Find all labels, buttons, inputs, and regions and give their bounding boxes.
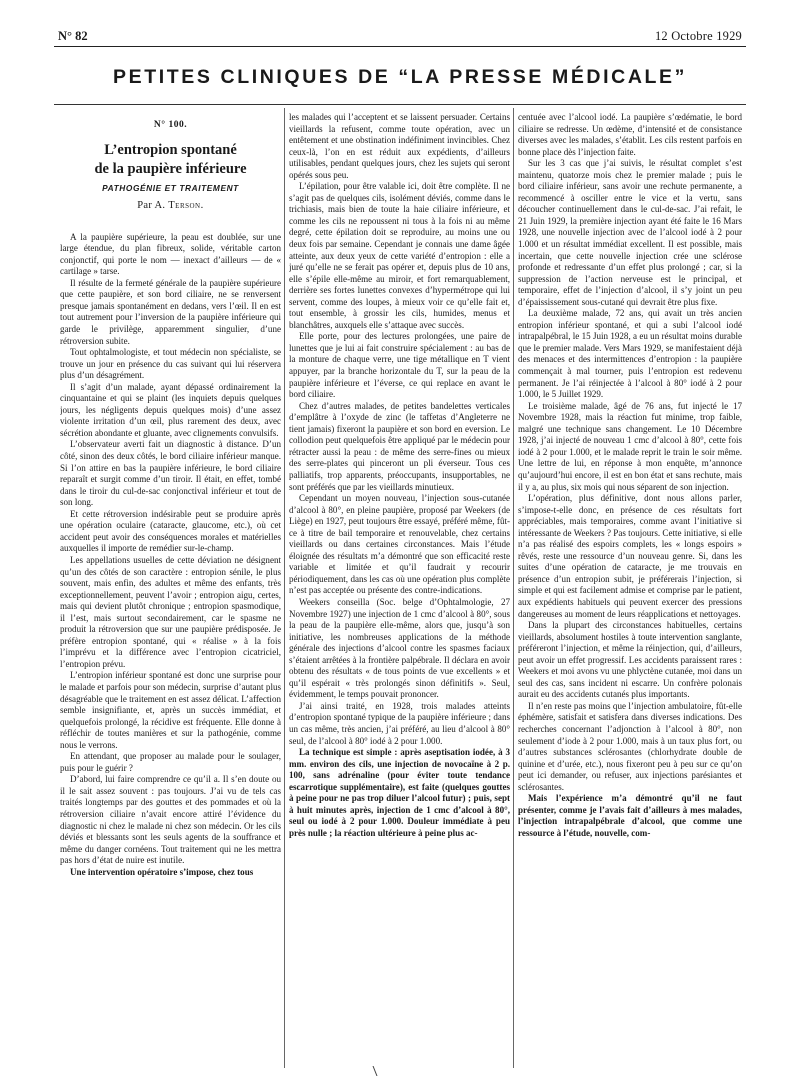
section-title: PETITES CLINIQUES DE “LA PRESSE MÉDICALE” bbox=[113, 66, 687, 88]
paragraph: La technique est simple : après aseptisation iodée, à 3 mm. environ des cils, une injection de novocaïne à 2 p. 100, sans adrénaline (pour éviter toute tendance escarrotique supplémentaire), est faite (quelques gouttes à peine pour ne pas trop diluer l’alcool futur) ; puis, sept à huit minutes après, injection de 1 cmc d’alcool à 80°, seul ou iodé à 2 pour 1.000. Douleur immédiate à peu près nulle ; la réaction ultérieure à peine plus ac- bbox=[289, 747, 510, 838]
paragraph: Cependant un moyen nouveau, l’injection sous-cutanée d’alcool à 80°, en pleine paupière, proposé par Weekers (de Liège) en 1927, peut toujours être essayé, préféré même, fût-ce à titre de bail temporaire et renouvelable, chez certains vieillards ou dans certaines circonstances. Mais l’étude éloignée des résultats m’a démontré que son efficacité reste variable et limitée et qu’il faudrait y recourir périodiquement, dans les cas où une opération plus complète n’est pas acceptée ou présente des contre-indications. bbox=[289, 493, 510, 596]
paragraph: Le troisième malade, âgé de 76 ans, fut injecté le 17 Novembre 1928, mais la réaction fut minime, trop faible, malgré une technique sans changement. Le 10 Décembre 1928, j’ai injecté de nouveau 1 cmc d’alcool à 80°, cette fois iodé à 2 pour 1.000, et le malade reprit le train le soir même. Une lettre de lui, en réponse à mon enquête, m’annonce qu’aujourd’hui encore, il est en bon état et sans rechute, mais il y a, au plus, six mois qui nous séparent de son injection. bbox=[518, 400, 742, 492]
paragraph: Les appellations usuelles de cette déviation ne désignent qu’un des côtés de son caractère : entropion sénile, le plus souvent, mais enfin, des adultes et même des enfants, très exceptionnellement, peuvent l’avoir ; entropion aigu, certes, mais qui devient plutôt chronique ; entropion spasmodique, il l’est, mais surtout secondairement, car le spasme ne produit la rétroversion que sur une paupière prédisposée. Je préfère entropion spontané, qui « réalise » à la fois l’imprévu et la différence avec l’entropion cicatriciel, l’entropion prévu. bbox=[60, 554, 281, 669]
article-title-line-1: L’entropion spontané bbox=[104, 141, 237, 158]
article-author bbox=[60, 200, 281, 212]
paragraph: Tout ophtalmologiste, et tout médecin non spécialiste, se trouve un jour en présence du cas suivant qui lui réservera plus d’un désagrément. bbox=[60, 347, 281, 381]
page-mark-icon bbox=[372, 1066, 378, 1076]
author-name: Terson. bbox=[168, 200, 204, 212]
paragraph: Dans la plupart des circonstances habituelles, certains vieillards, absolument hostiles à toute intervention sanglante, préféreront l’injection, et même la réinjection, qui, d’ailleurs, peut avoir un effet progressif. Les accidents paraissent rares : Weekers et moi avons vu une phlyctène cutanée, moi dans un seul des cas, sans incident ni escarre. Un confrère polonais aurait eu des accidents cutanés plus importants. bbox=[518, 620, 742, 700]
column-divider-1 bbox=[284, 108, 285, 1068]
paragraph: Il résulte de la fermeté générale de la paupière supérieure que cette paupière, et son bord ciliaire, ne se renversent presque jamais spontanément en dedans, vers l’œil. Il en est tout autrement pour l’inversion de la paupière inférieure qui garde le privilège, apparemment singulier, d’une rétroversion subite. bbox=[60, 277, 281, 346]
paragraph: Mais l’expérience m’a démontré qu’il ne faut présenter, comme je l’avais fait d’ailleurs à mes malades, l’injection intrapalpébrale d’alcool, que comme une ressource à l’étude, nouvelle, com- bbox=[518, 793, 742, 838]
paragraph: Elle porte, pour des lectures prolongées, une paire de lunettes que je lui ai fait construire spécialement : au bas de la monture de chaque verre, une tige métallique en T vient appuyer, par la branche horizontale du T, sur la peau de la paupière inférieure et l’éverse, ce qui replace en avant le bord ciliaire. bbox=[289, 331, 510, 400]
paragraph: L’épilation, pour être valable ici, doit être complète. Il ne s’agit pas de quelques cils, isolément déviés, comme dans le trichiasis, mais bien de toute la haie ciliaire inférieure, et comme les cils ne repoussent ni tous à la fois ni au même degré, cette épilation doit se reproduire, au moins une ou deux fois par semaine. Cependant je connais une dame âgée atteinte, aux deux yeux de cette variété d’entropion : elle a juré qu’elle ne se ferait pas opérer et, depuis plus de 10 ans, elle s’épile elle-même au miroir, et fort remarquablement, derrière ses fortes lunettes convexes d’hypermétrope qui lui servent, comme des loupes, à mieux voir ce qu’elle fait et, tout ensemble, à grossir les cils, humides, menus et blanchâtres, auxquels elle s’attaque avec succès. bbox=[289, 181, 510, 330]
paragraph: les malades qui l’acceptent et se laissent persuader. Certains vieillards la refusent, comme toute opération, avec un entêtement et une obstination indéfiniment invincibles. Chez ceux-là, l’on en est réduit aux expédients, d’ailleurs utilisables, pendant quelques jours, chez les sujets qui seront opérés sous peu. bbox=[289, 112, 510, 180]
text-column-2 bbox=[289, 112, 510, 1067]
header-rule bbox=[54, 46, 746, 47]
running-head bbox=[58, 26, 742, 44]
paragraph: Il s’agit d’un malade, ayant dépassé ordinairement la cinquantaine et qui se plaint (les inquiets depuis quelques jours, les négligents depuis quelques mois) d’une assez violente irritation d’un œil, plus rarement des deux, avec sécrétion abondante et gluante, avec clignements convulsifs. bbox=[60, 381, 281, 438]
paragraph: La deuxième malade, 72 ans, qui avait un très ancien entropion inférieur spontané, et qui a subi l’alcool iodé intrapalpébral, le 15 Juin 1928, a eu un résultat moins durable que le premier malade. Vers Mars 1929, se manifestaient déjà des menaces et des intermittences d’entropion : la paupière commençait à mal tourner, puis l’entropion est redevenu permanent. Je l’ai réinjectée à l’alcool à 80° iodé à 2 pour 1.000, le 5 Juillet 1929. bbox=[518, 308, 742, 400]
paragraph: centuée avec l’alcool iodé. La paupière s’œdématie, le bord ciliaire se redresse. Un œdème, d’intensité et de consistance diverses avec les malades, s’établit. Les cils restent parfois en bonne place dès l’injection faite. bbox=[518, 112, 742, 157]
issue-number: N° 82 bbox=[58, 29, 88, 43]
paragraph: L’observateur averti fait un diagnostic à distance. D’un côté, sinon des deux côtés, le bord ciliaire inférieur manque. Si l’on attire en bas la paupière inférieure, le bord ciliaire reparaît et surgit comme d’un tiroir. Il était, en effet, tombé dans le tiroir du cul-de-sac conjonctival inférieur et tout de son long. bbox=[60, 439, 281, 508]
paragraph: Une intervention opératoire s’impose, chez tous bbox=[70, 866, 254, 877]
author-prefix: Par A. bbox=[137, 200, 166, 212]
paragraph: Sur les 3 cas que j’ai suivis, le résultat complet s’est maintenu, quatorze mois chez le premier malade ; puis le bord ciliaire inférieur, sans avoir une rechute permanente, a recommencé à osciller entre le vice et la vertu, sans découcher continuellement dans le cul-de-sac. J’ai refait, le 21 Juin 1929, la première injection ayant été faite le 16 Mars 1928, une nouvelle injection avec de l’alcool iodé à 2 pour 1.000 et un résultat immédiat excellent. Il est possible, mais incertain, que cette nouvelle injection crée une sclérose profonde et redressante d’un effet plus prolongé ; car, si la suppression de l’action nerveuse est le principal, et temporaire, effet de l’injection d’alcool, il s’y joint un peu d’épaississement sous-cutané qui devrait être plus fixe. bbox=[518, 158, 742, 307]
paragraph: En attendant, que proposer au malade pour le soulager, puis pour le guérir ? bbox=[60, 751, 281, 773]
title-rule bbox=[54, 104, 746, 105]
article-number: N° 100. bbox=[153, 120, 188, 130]
paragraph: L’opération, plus définitive, dont nous allons parler, s’impose-t-elle donc, en présence de ces résultats fort appréciables, mais temporaires, comme avant l’initiative si intéressante de Weekers ? Pas toujours. Cette initiative, si elle n’a pas réalisé des espoirs complets, les « longs espoirs » rêvés, reste une ressource d’un nouveau genre. Si, dans les suites d’une opération de cataracte, je me trouvais en présence d’un entropion subit, je préférerais l’injection, si simple et qui est facilement admise et comprise par le patient, aux expédients habituels qui peuvent exercer des pressions dangereuses au moment de leurs réapplications et nettoyages. bbox=[518, 493, 742, 619]
text-column-1 bbox=[60, 112, 281, 1067]
issue-date: 12 Octobre 1929 bbox=[654, 29, 742, 43]
paragraph: L’entropion inférieur spontané est donc une surprise pour le malade et parfois pour son médecin, surprise d’autant plus désagréable que le traitement en est assez délicat. L’affection semble insignifiante, et, après un succès immédiat, et quelquefois prolongé, la récidive est fréquente. Elle donne à réfléchir de toutes manières et sur la pathogénie, comme nous le verrons. bbox=[60, 670, 281, 750]
paragraph: Et cette rétroversion indésirable peut se produire après une opération oculaire (cataracte, glaucome, etc.), où cet accident peut avoir des conséquences morales et matérielles auxquelles il importe de remédier sur-le-champ. bbox=[60, 508, 281, 554]
text-column-3 bbox=[518, 112, 742, 1067]
article-subtitle: PATHOGÉNIE ET TRAITEMENT bbox=[102, 182, 239, 193]
paragraph: D’abord, lui faire comprendre ce qu’il a. Il s’en doute ou il le sait assez souvent : pas toujours. J’ai vu de tels cas traités longtemps par des gouttes et des pommades et où la rétroversion ciliaire n’avait encore attiré l’évidence du diagnostic ni chez le malade ni chez son médecin. Or les cils déviés et blessants sont les seuls agents de la souffrance et même du danger cornéens. Tout traitement qui ne les mettra pas hors d’état de nuire est inutile. bbox=[60, 774, 281, 866]
article-title-line-2: de la paupière inférieure bbox=[94, 160, 247, 177]
paragraph: Weekers conseilla (Soc. belge d’Ophtalmologie, 27 Novembre 1927) une injection de 1 cmc d’alcool à 80°, sous la peau de la paupière elle-même, alors que, jusqu’à son initiative, les nombreuses applications de la méthode générale des injections d’alcool contre les spasmes faciaux s’étaient arrêtées à la frontière palpébrale. Il déclara en avoir obtenu des résultats « de tous points de vue excellents » et qu’il espérait « très prolongés sinon définitifs ». Seul, évidemment, le temps pouvait prononcer. bbox=[289, 596, 510, 700]
paragraph: A la paupière supérieure, la peau est doublée, sur une large étendue, du plan fibreux, solide, véritable carton conjonctif, qui porte le nom — inexact d’ailleurs — de « cartilage » tarse. bbox=[60, 231, 281, 277]
paragraph: Chez d’autres malades, de petites bandelettes verticales d’emplâtre à l’oxyde de zinc (le taffetas d’Angleterre ne tient jamais) fixeront la paupière et son bord en eversion. Le collodion peut quelquefois être appliqué par le médecin pour rétracter aussi la peau : de même des serre-fines ou mieux des serre-plates qui pinceront un pli éverseur. Tous ces palliatifs, trop apparents, préoccupants, insupportables, ne sont préférés que par les vieillards minutieux. bbox=[289, 400, 510, 492]
paragraph: J’ai ainsi traité, en 1928, trois malades atteints d’entropion spontané typique de la paupière inférieure ; dans un cas même, très ancien, j’ai préféré, au lieu d’alcool à 80° seul, de l’alcool à 80° iodé à 2 pour 1.000. bbox=[289, 700, 510, 746]
paragraph: Il n’en reste pas moins que l’injection ambulatoire, fût-elle éphémère, satisfait et satisfera dans diverses indications. Des recherches concernant l’adjonction à l’alcool à 80°, non seulement d’iode à 2 pour 1.000, mais à un taux plus fort, ou d’autres substances sclérosantes (chlorhydrate double de quinine et d’urée, etc.), nous fixeront peu à peu sur ce qu’on peut ici demander, ou refuser, aux injections parésiantes et sclérosantes. bbox=[518, 700, 742, 792]
column-divider-2 bbox=[513, 108, 514, 1068]
